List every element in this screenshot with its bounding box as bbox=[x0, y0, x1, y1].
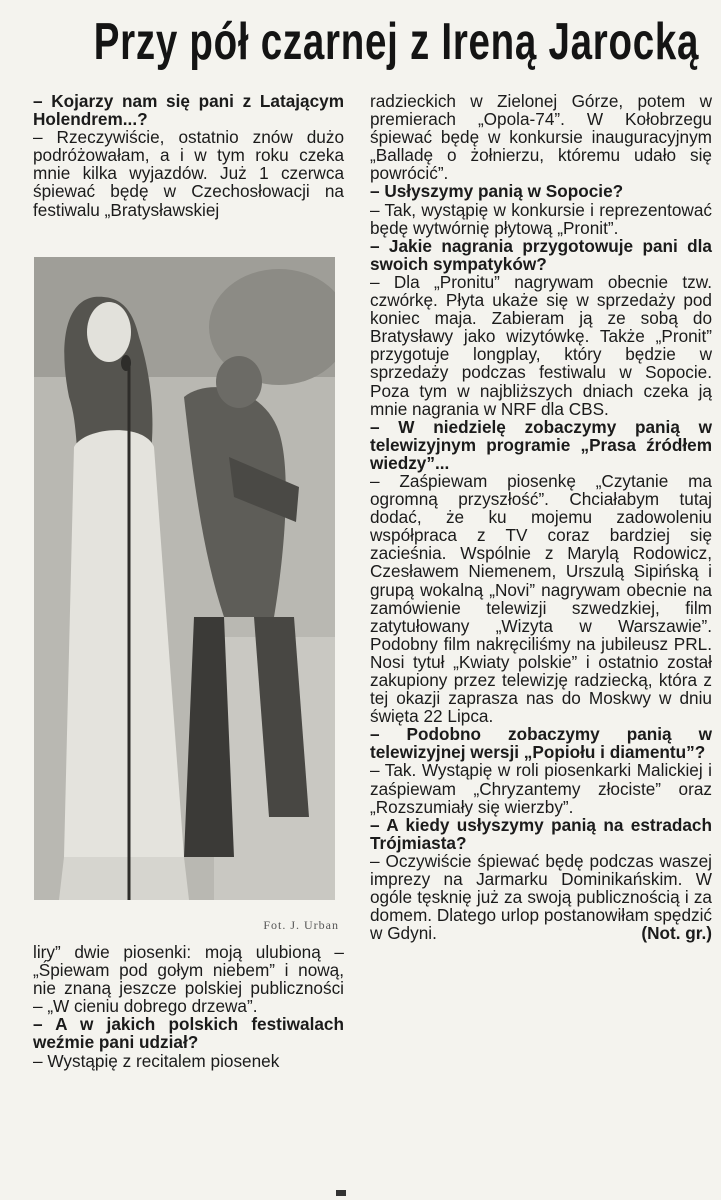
article-title: Przy pół czarnej z Ireną Jarocką bbox=[93, 13, 700, 71]
answer-paragraph: – Wystąpię z recitalem piosenek bbox=[33, 1050, 280, 1071]
answer-paragraph: – Tak. Wystąpię w roli piosenkarki Malickiej i zaśpiewam „Chryzantemy złociste” oraz „Rozszumiały się wierzby”. bbox=[370, 760, 712, 817]
answer-paragraph: – Dla „Pronitu” nagrywam obecnie tzw. czwórkę. Płyta ukaże się w sprzedaży pod koniec maja. Zabieram ją ze sobą do Bratysławy jako wizytówkę. Także „Pronit” przygotuje longplay, który będzie w sprzedaży podczas festiwalu w Sopocie. Poza tym w najbliższych dniach czeka ją mnie nagrania w NRF dla CBS. bbox=[370, 271, 712, 419]
question-paragraph: – Kojarzy nam się pani z Latającym Holendrem...? bbox=[33, 91, 344, 130]
answer-text: – Oczywiście śpiewać będę podczas waszej imprezy na Jarmarku Dominikańskim. W ogóle tęsknię już za swoją publicznością i za domem. Dlatego urlop postanowiłam spędzić w Gdyni. bbox=[370, 850, 713, 944]
page-mark bbox=[336, 1190, 346, 1196]
question-paragraph: – A w jakich polskich festiwalach weźmie pani udział? bbox=[33, 1014, 344, 1053]
question-paragraph: – Jakie nagrania przygotowuje pani dla swoich sympatyków? bbox=[370, 235, 712, 274]
left-column-bottom bbox=[33, 943, 344, 1070]
answer-paragraph: – Zaśpiewam piosenkę „Czytanie ma ogromną przyszłość”. Chciałabym tutaj dodać, że ku mojemu zadowoleniu współpraca z TV coraz bardziej się zacieśnia. Wspólnie z Marylą Rodowicz, Czesławem Niemenem, Urszulą Sipińską i grupą wokalną „Novi” nagrywam obecnie na zamówienie telewizji szwedzkiej, film zatytułowany „Wizyta w Warszawie”. Podobny film nakręciliśmy na jubileusz PRL. Nosi tytuł „Kwiaty polskie” i ostatnio został zakupiony przez telewizję radziecką, która z tej okazji zaprasza nas do Moskwy w dniu święta 22 Lipca. bbox=[370, 470, 712, 727]
article-photo bbox=[34, 257, 335, 900]
answer-paragraph bbox=[370, 852, 712, 942]
answer-paragraph: – Rzeczywiście, ostatnio znów dużo podróżowałam, a i w tym roku czeka mnie kilka wyjazdów. Już 1 czerwca śpiewać będę w Czechosłowacji na festiwalu „Bratysławskiej bbox=[33, 127, 344, 220]
answer-paragraph: radzieckich w Zielonej Górze, potem w premierach „Opola-74”. W Kołobrzegu śpiewać będę w konkursie inauguracyjnym „Balladę o żołnierzu, któremu udało się powrócić”. bbox=[370, 91, 712, 184]
author-signature: (Not. gr.) bbox=[641, 923, 712, 944]
right-column bbox=[370, 92, 712, 942]
question-paragraph: – Podobno zobaczymy panią w telewizyjnej wersji „Popiołu i diamentu”? bbox=[370, 724, 712, 763]
left-column-top bbox=[33, 92, 344, 219]
singer-photo-illustration bbox=[34, 257, 335, 900]
question-paragraph: – W niedzielę zobaczymy panią w telewizyjnym programie „Prasa źródłem wiedzy”... bbox=[370, 416, 712, 473]
answer-paragraph: – Tak, wystąpię w konkursie i reprezentować będę wytwórnię płytową „Pronit”. bbox=[370, 199, 712, 238]
photo-caption: Fot. J. Urban bbox=[263, 918, 339, 932]
answer-paragraph: liry” dwie piosenki: moją ulubioną – „Śpiewam pod gołym niebem” i nową, nie znaną jeszcze polskiej publiczności – „W cieniu dobrego drzewa”. bbox=[33, 942, 344, 1017]
question-paragraph: – Usłyszymy panią w Sopocie? bbox=[370, 181, 624, 202]
question-paragraph: – A kiedy usłyszymy panią na estradach Trójmiasta? bbox=[370, 814, 712, 853]
